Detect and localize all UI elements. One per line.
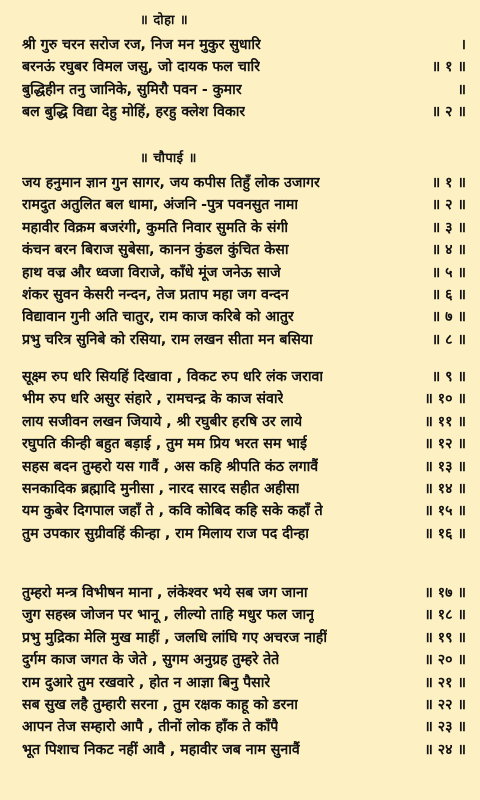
verse-line xyxy=(22,34,466,56)
verse-number: ॥ १ ॥ xyxy=(431,175,466,191)
verse-line xyxy=(22,101,466,123)
chaupai-group-2 xyxy=(22,366,466,545)
verse-number: ॥ ८ ॥ xyxy=(431,331,466,348)
verse-text: हाथ वज्र और ध्वजा विराजे, काँधे मूंज जनेऊ साजे xyxy=(22,264,281,281)
verse-line xyxy=(22,456,466,478)
verse-line xyxy=(22,194,466,216)
verse-text: महावीर विक्रम बजरंगी, कुमति निवार सुमति के संगी xyxy=(22,219,289,236)
verse-line xyxy=(22,388,466,410)
verse-text: तुम्हरो मन्त्र विभीषन माना , लंकेश्वर भये सब जग जाना xyxy=(22,585,308,601)
verse-text: प्रभु मुद्रिका मेलि मुख माहीं , जलधि लांघि गए अचरज नाहीं xyxy=(22,629,327,646)
verse-line xyxy=(22,411,466,433)
verse-number: ॥ ५ ॥ xyxy=(431,264,466,281)
verse-number: ॥ ६ ॥ xyxy=(431,286,466,303)
verse-line xyxy=(22,366,466,388)
verse-text: यम कुबेर दिगपाल जहाँ ते , कवि कोबिद कहि सके कहाँ ते xyxy=(22,503,323,520)
verse-line xyxy=(22,329,466,351)
doha-heading: ॥ दोहा ॥ xyxy=(140,13,189,28)
verse-number: ॥ xyxy=(457,81,466,98)
verse-text: विद्यावान गुनी अति चातुर, राम काज करिबे को आतुर xyxy=(22,309,294,326)
verse-text: शंकर सुवन केसरी नन्दन, तेज प्रताप महा जग वन्दन xyxy=(22,286,289,303)
verse-number: । xyxy=(460,37,466,53)
verse-text: सूक्ष्म रुप धरि सियहिं दिखावा , विकट रुप धरि लंक जरावा xyxy=(22,369,324,385)
verse-text: राम दुआरे तुम रखवारे , होत न आज्ञा बिनु पैसारे xyxy=(22,674,271,691)
verse-number: ॥ १० ॥ xyxy=(424,391,466,408)
verse-line xyxy=(22,433,466,455)
verse-line xyxy=(22,217,466,239)
verse-text: श्री गुरु चरन सरोज रज, निज मन मुकुर सुधारि xyxy=(22,37,261,53)
verse-number: ॥ ११ ॥ xyxy=(424,413,466,430)
verse-number: ॥ २४ ॥ xyxy=(424,741,466,758)
verse-line xyxy=(22,500,466,522)
verse-text: बल बुद्धि विद्या देहु मोहिं, हरहु क्लेश विकार xyxy=(22,104,246,121)
verse-text: आपन तेज सम्हारो आपै , तीनों लोक हाँक ते काँपै xyxy=(22,719,279,736)
verse-number: ॥ ९ ॥ xyxy=(431,369,466,385)
verse-number: ॥ १९ ॥ xyxy=(424,629,466,646)
verse-number: ॥ १ ॥ xyxy=(431,59,466,76)
verse-text: सब सुख लहै तुम्हारी सरना , तुम रक्षक काहू को डरना xyxy=(22,696,298,713)
chaupai-heading: ॥ चौपाई ॥ xyxy=(140,151,197,166)
verse-text: भीम रुप धरि असुर संहारे , रामचन्द्र के काज संवारे xyxy=(22,391,284,408)
verse-number: ॥ २३ ॥ xyxy=(424,719,466,736)
verse-line xyxy=(22,239,466,261)
verse-text: बुद्धिहीन तनु जानिके, सुमिरौ पवन - कुमार xyxy=(22,81,242,98)
verse-number: ॥ ४ ॥ xyxy=(431,242,466,259)
verse-line xyxy=(22,694,466,716)
verse-number: ॥ १८ ॥ xyxy=(424,607,466,624)
verse-text: दुर्गम काज जगत के जेते , सुगम अनुग्रह तुम्हरे तेते xyxy=(22,652,280,669)
verse-number: ॥ २१ ॥ xyxy=(424,674,466,691)
verse-line xyxy=(22,56,466,78)
verse-number: ॥ २० ॥ xyxy=(424,652,466,669)
verse-text: भूत पिशाच निकट नहीं आवै , महावीर जब नाम सुनावैं xyxy=(22,741,300,758)
verse-text: रघुपति कीन्ही बहुत बड़ाई , तुम मम प्रिय भरत सम भाई xyxy=(22,436,307,453)
verse-number: ॥ १४ ॥ xyxy=(424,480,466,497)
verse-number: ॥ १६ ॥ xyxy=(424,525,466,542)
verse-number: ॥ ३ ॥ xyxy=(431,219,466,236)
verse-line xyxy=(22,306,466,328)
verse-text: जुग सहस्त्र जोजन पर भानू , लील्यो ताहि मधुर फल जानू xyxy=(22,607,315,624)
chaupai-group-3 xyxy=(22,582,466,761)
verse-line xyxy=(22,604,466,626)
verse-line xyxy=(22,716,466,738)
doha-block xyxy=(22,34,466,124)
verse-text: रामदुत अतुलित बल धामा, अंजनि -पुत्र पवनसुत नामा xyxy=(22,197,299,214)
verse-text: तुम उपकार सुग्रीवहिं कीन्हा , राम मिलाय राज पद दीन्हा xyxy=(22,525,309,542)
verse-number: ॥ २२ ॥ xyxy=(424,696,466,713)
verse-number: ॥ २ ॥ xyxy=(431,197,466,214)
verse-number: ॥ २ ॥ xyxy=(431,104,466,121)
verse-text: जय हनुमान ज्ञान गुन सागर, जय कपीस तिहुँ लोक उजागर xyxy=(22,175,320,191)
chaupai-group-1 xyxy=(22,172,466,351)
verse-number: ॥ १३ ॥ xyxy=(424,458,466,475)
verse-line xyxy=(22,582,466,604)
verse-number: ॥ १५ ॥ xyxy=(424,503,466,520)
verse-text: लाय सजीवन लखन जियाये , श्री रघुबीर हरषि उर लाये xyxy=(22,413,303,430)
verse-number: ॥ १२ ॥ xyxy=(424,436,466,453)
verse-text: कंचन बरन बिराज सुबेसा, कानन कुंडल कुंचित केसा xyxy=(22,242,289,259)
verse-line xyxy=(22,627,466,649)
verse-line xyxy=(22,262,466,284)
verse-line xyxy=(22,478,466,500)
verse-line xyxy=(22,284,466,306)
verse-text: प्रभु चरित्र सुनिबे को रसिया, राम लखन सीता मन बसिया xyxy=(22,331,313,348)
verse-line xyxy=(22,172,466,194)
verse-text: सहस बदन तुम्हरो यस गावैं , अस कहि श्रीपति कंठ लगावैं xyxy=(22,458,319,475)
verse-line xyxy=(22,649,466,671)
verse-line xyxy=(22,523,466,545)
verse-line xyxy=(22,79,466,101)
verse-text: बरनऊं रघुबर विमल जसु, जो दायक फल चारि xyxy=(22,59,261,76)
verse-text: सनकादिक ब्रह्मादि मुनीसा , नारद सारद सहीत अहीसा xyxy=(22,480,300,497)
verse-line xyxy=(22,739,466,761)
verse-number: ॥ १७ ॥ xyxy=(424,585,466,601)
verse-number: ॥ ७ ॥ xyxy=(431,309,466,326)
verse-line xyxy=(22,672,466,694)
